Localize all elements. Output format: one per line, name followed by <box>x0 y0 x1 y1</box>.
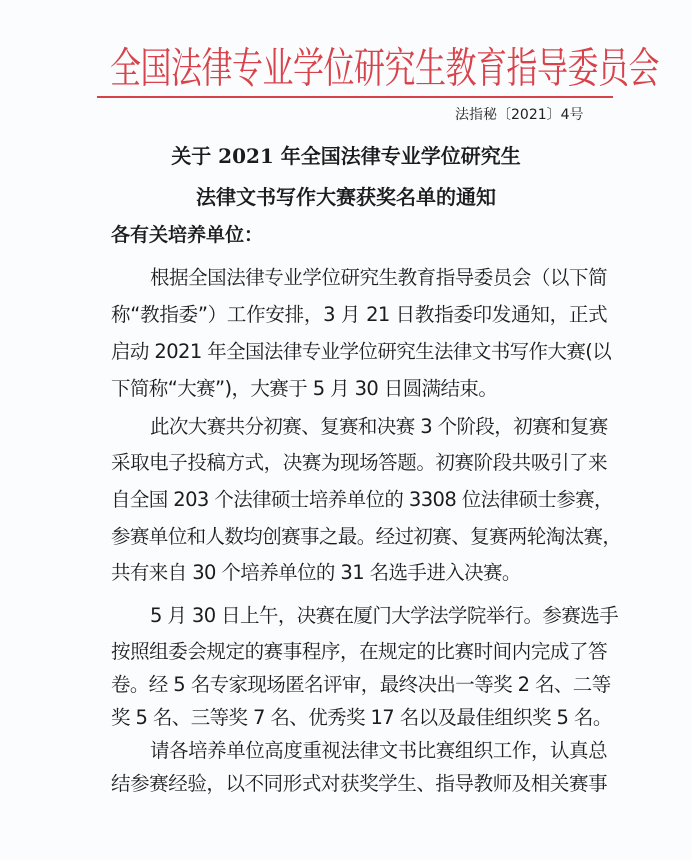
red-header-rule <box>97 96 613 98</box>
body-line: 启动 2021 年全国法律专业学位研究生法律文书写作大赛(以 <box>111 340 612 363</box>
issuing-organization-header: 全国法律专业学位研究生教育指导委员会 <box>110 44 659 94</box>
salutation: 各有关培养单位： <box>111 224 264 246</box>
body-line: 请各培养单位高度重视法律文书比赛组织工作，认真总 <box>150 739 607 762</box>
body-line: 卷。经 5 名专家现场匿名评审，最终决出一等奖 2 名、二等 <box>111 673 611 696</box>
body-line: 称“教指委”）工作安排，3 月 21 日教指委印发通知，正式 <box>111 303 607 326</box>
body-line: 根据全国法律专业学位研究生教育指导委员会（以下简 <box>150 266 607 289</box>
body-line: 参赛单位和人数均创赛事之最。经过初赛、复赛两轮淘汰赛， <box>111 525 622 548</box>
body-line: 自全国 203 个法律硕士培养单位的 3308 位法律硕士参赛， <box>111 488 613 511</box>
document-title-line-2: 法律文书写作大赛获奖名单的通知 <box>196 185 496 209</box>
body-line: 奖 5 名、三等奖 7 名、优秀奖 17 名以及最佳组织奖 5 名。 <box>111 706 612 729</box>
body-line: 采取电子投稿方式，决赛为现场答题。初赛阶段共吸引了来 <box>111 451 607 474</box>
document-number: 法指秘〔2021〕4号 <box>455 107 584 123</box>
body-line: 5 月 30 日上午，决赛在厦门大学法学院举行。参赛选手 <box>150 604 619 627</box>
body-line: 按照组委会规定的赛事程序，在规定的比赛时间内完成了答 <box>111 640 607 663</box>
body-line: 共有来自 30 个培养单位的 31 名选手进入决赛。 <box>111 561 521 584</box>
body-line: 下简称“大赛”)，大赛于 5 月 30 日圆满结束。 <box>111 377 498 400</box>
body-line: 此次大赛共分初赛、复赛和决赛 3 个阶段，初赛和复赛 <box>150 415 608 438</box>
body-line: 结参赛经验，以不同形式对获奖学生、指导教师及相关赛事 <box>111 772 607 795</box>
document-title-line-1: 关于 2021 年全国法律专业学位研究生 <box>171 144 521 168</box>
